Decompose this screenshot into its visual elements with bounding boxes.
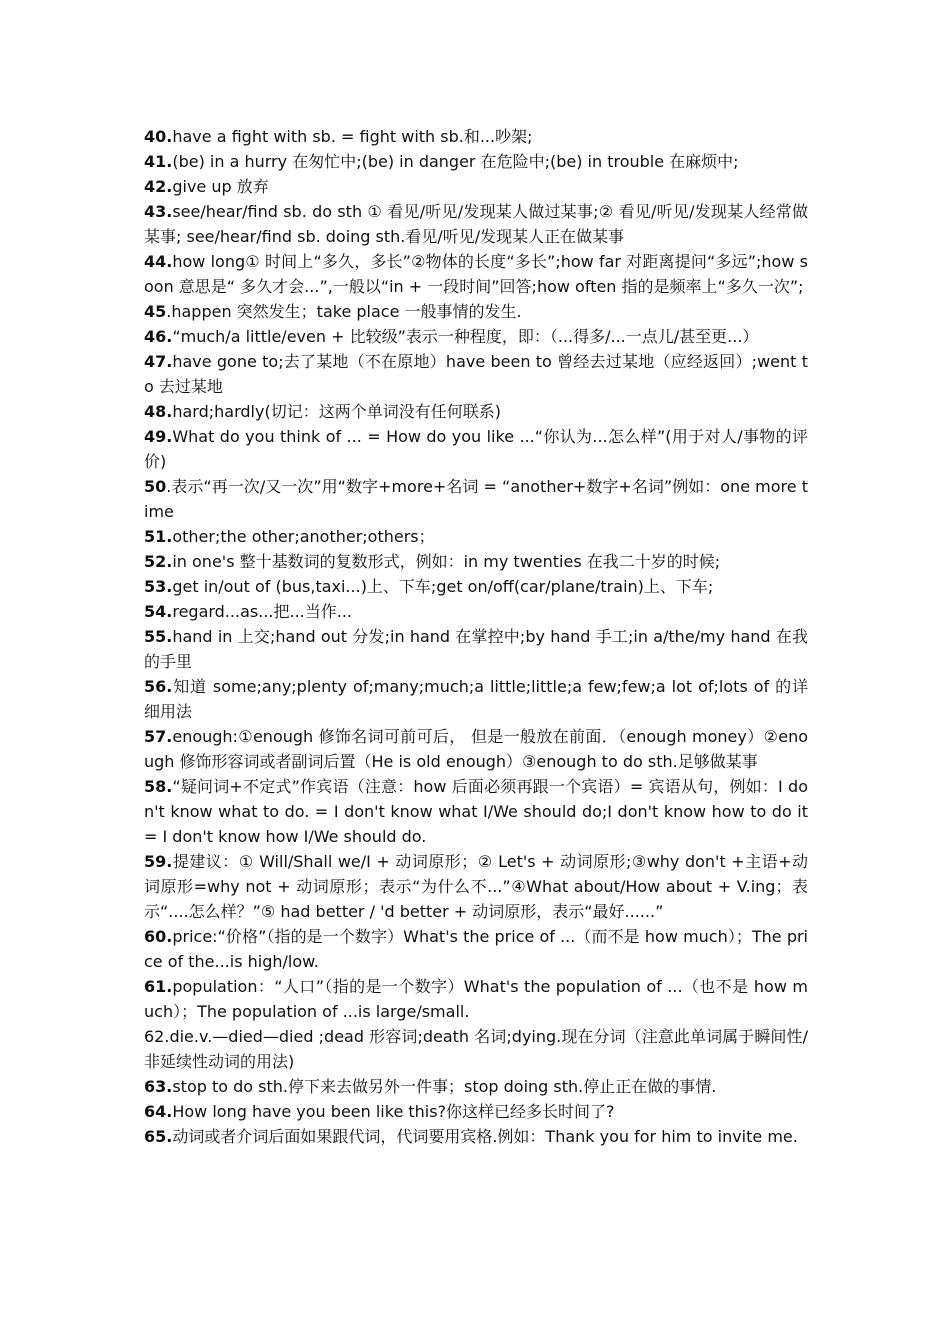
item-number: 51.: [144, 527, 173, 546]
item-number: 53.: [144, 577, 173, 596]
item-text: have gone to;去了某地（不在原地）have been to 曾经去过某地（应经返回）;went to 去过某地: [144, 352, 808, 396]
list-item: [144, 624, 808, 674]
list-item: [144, 474, 808, 524]
item-text: price:“价格”（指的是一个数字）What's the price of ...（而不是 how much）；The price of the...is high/low.: [144, 927, 808, 971]
item-text: population：“人口”（指的是一个数字）What's the population of ...（也不是 how much）；The population of ...is large/small.: [144, 977, 808, 1021]
item-text: enough:①enough 修饰名词可前可后， 但是一般放在前面．（enough money）②enough 修饰形容词或者副词后置（He is old enough）③enough to do sth.足够做某事: [144, 727, 808, 771]
item-text: “疑问词+不定式”作宾语（注意：how 后面必须再跟一个宾语）= 宾语从句，例如：I don't know what to do. = I don't know what I/We should do;I don't know how to do it = I don't know how I/We should do.: [144, 777, 808, 846]
list-item: [144, 124, 808, 149]
item-number: 48.: [144, 402, 173, 421]
list-item: [144, 324, 808, 349]
list-item: [144, 674, 808, 724]
list-item: [144, 199, 808, 249]
list-item: [144, 249, 808, 299]
item-text: hard;hardly(切记：这两个单词没有任何联系): [172, 402, 501, 421]
item-text: regard...as...把...当作...: [172, 602, 353, 621]
item-number: 54.: [144, 602, 173, 621]
item-number: 49.: [144, 427, 173, 446]
list-item: [144, 724, 808, 774]
item-text: 知道 some;any;plenty of;many;much;a little;little;a few;few;a lot of;lots of 的详细用法: [144, 677, 808, 721]
list-item: [144, 549, 808, 574]
item-text: “much/a little/even + 比较级”表示一种程度，即：（...得多/...一点儿/甚至更...）: [172, 327, 759, 346]
item-number: 56.: [144, 677, 173, 696]
item-number: 42.: [144, 177, 173, 196]
list-item: [144, 1074, 808, 1099]
item-text: 动词或者介词后面如果跟代词，代词要用宾格.例如：Thank you for him to invite me.: [172, 1127, 798, 1146]
item-number: 40.: [144, 127, 173, 146]
item-text: hand in 上交;hand out 分发;in hand 在掌控中;by hand 手工;in a/the/my hand 在我的手里: [144, 627, 808, 671]
item-text: What do you think of ... = How do you like ...“你认为...怎么样”(用于对人/事物的评价): [144, 427, 808, 471]
item-text: .happen 突然发生；take place 一般事情的发生.: [166, 302, 522, 321]
item-number: 60.: [144, 927, 173, 946]
item-number: 64.: [144, 1102, 173, 1121]
item-number: 50: [144, 477, 167, 496]
item-number: 63.: [144, 1077, 173, 1096]
list-item: [144, 599, 808, 624]
list-item: [144, 574, 808, 599]
list-item: [144, 299, 808, 324]
item-text: see/hear/find sb. do sth ① 看见/听见/发现某人做过某事;② 看见/听见/发现某人经常做某事; see/hear/find sb. doing sth.看见/听见/发现某人正在做某事: [144, 202, 808, 246]
item-text: How long have you been like this?你这样已经多长时间了?: [172, 1102, 615, 1121]
list-item: [144, 174, 808, 199]
item-text: stop to do sth.停下来去做另外一件事；stop doing sth.停止正在做的事情.: [172, 1077, 717, 1096]
document-page: [144, 124, 808, 1149]
item-number: 57.: [144, 727, 173, 746]
item-number: 55.: [144, 627, 173, 646]
item-number: 43.: [144, 202, 173, 221]
list-item: [144, 399, 808, 424]
item-text: give up 放弃: [172, 177, 269, 196]
item-number: 59.: [144, 852, 173, 871]
list-item: [144, 774, 808, 849]
item-number: 44.: [144, 252, 173, 271]
item-number: 47.: [144, 352, 173, 371]
item-text: get in/out of (bus,taxi...)上、下车;get on/off(car/plane/train)上、下车;: [172, 577, 714, 596]
list-item: [144, 974, 808, 1024]
item-text: 提建议：① Will/Shall we/I + 动词原形；② Let's + 动词原形;③why don't +主语+动词原形=why not + 动词原形；表示“为什么不...”④What about/How about + V.ing；表示“....怎么样？”⑤ had better / 'd better + 动词原形，表示“最好......”: [144, 852, 808, 921]
list-item: [144, 1024, 808, 1074]
item-number: 41.: [144, 152, 173, 171]
list-item: [144, 424, 808, 474]
list-item: [144, 149, 808, 174]
item-text: .表示“再一次/又一次”用“数字+more+名词 = “another+数字+名词”例如：one more time: [144, 477, 808, 521]
list-item: [144, 349, 808, 399]
item-text: other;the other;another;others；: [172, 527, 435, 546]
item-text: in one's 整十基数词的复数形式，例如：in my twenties 在我二十岁的时候;: [172, 552, 721, 571]
list-item: [144, 524, 808, 549]
item-text: have a fight with sb. = fight with sb.和...吵架;: [172, 127, 533, 146]
item-number: 61.: [144, 977, 173, 996]
item-number: 52.: [144, 552, 173, 571]
item-number: 65.: [144, 1127, 173, 1146]
list-item: [144, 1099, 808, 1124]
list-item: [144, 924, 808, 974]
item-text: how long① 时间上“多久，多长”②物体的长度“多长”;how far 对距离提问“多远”;how soon 意思是“ 多久才会...”,一般以“in + 一段时间”回答;how often 指的是频率上“多久一次”;: [144, 252, 808, 296]
item-number: 46.: [144, 327, 173, 346]
item-text: (be) in a hurry 在匆忙中;(be) in danger 在危险中;(be) in trouble 在麻烦中;: [172, 152, 739, 171]
item-number: 45: [144, 302, 167, 321]
list-item: [144, 1124, 808, 1149]
item-number: 58.: [144, 777, 173, 796]
item-text: 62.die.v.—died—died ;dead 形容词;death 名词;dying.现在分词（注意此单词属于瞬间性/非延续性动词的用法): [144, 1027, 808, 1071]
list-item: [144, 849, 808, 924]
